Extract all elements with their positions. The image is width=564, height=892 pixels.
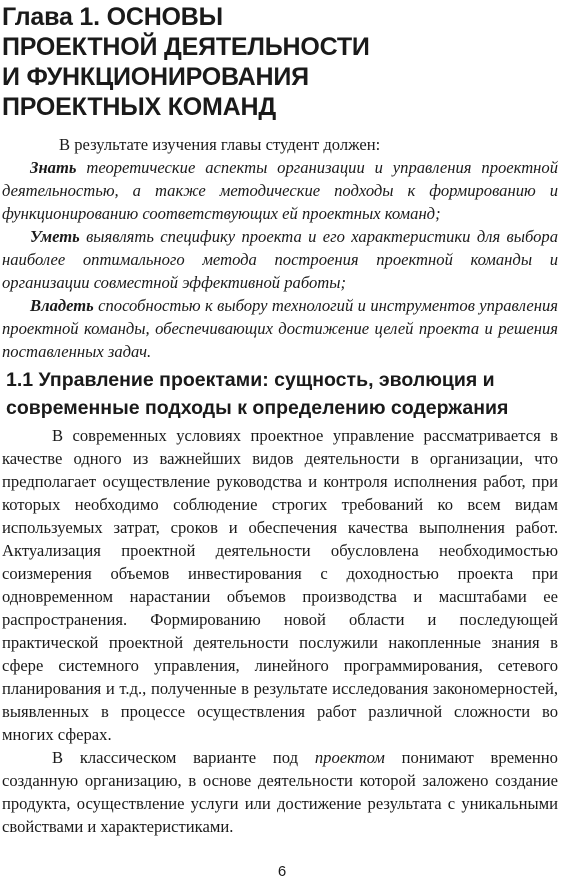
objective-master xyxy=(2,294,558,363)
section-title-line: 1.1 Управление проектами: сущность, эволюция и xyxy=(6,369,495,391)
section-title-line: современные подходы к определению содержания xyxy=(6,397,509,419)
emphasized-term: проектом xyxy=(314,748,385,767)
objective-term: Уметь xyxy=(30,227,80,246)
objective-text: выявлять специфику проекта и его характеристики для выбора наиболее оптимального метода построения проектной команды и организации совместной эффективной работы; xyxy=(2,227,558,292)
objective-know xyxy=(2,156,558,225)
section-body xyxy=(2,424,558,838)
body-paragraph xyxy=(2,746,558,838)
chapter-title-line: И ФУНКЦИОНИРОВАНИЯ xyxy=(2,63,309,91)
paragraph-text: понимают временно созданную организацию, в основе деятельности которой заложено создание продукта, осуществление услуги или достижение результата с уникальными свойствами и характеристиками. xyxy=(2,748,558,836)
objective-can xyxy=(2,225,558,294)
section-title xyxy=(6,366,562,422)
objective-text: способностью к выбору технологий и инструментов управления проектной команды, обеспечивающих достижение целей проекта и решения поставленных задач. xyxy=(2,296,558,361)
chapter-title xyxy=(2,2,562,122)
objective-term: Знать xyxy=(30,158,77,177)
objectives-lead: В результате изучения главы студент должен: xyxy=(59,135,381,154)
objective-term: Владеть xyxy=(30,296,94,315)
objective-text: теоретические аспекты организации и управления проектной деятельностью, а также методические подходы к формированию и функционированию соответствующих ей проектных команд; xyxy=(2,158,558,223)
page-number: 6 xyxy=(277,863,287,880)
chapter-title-line: Глава 1. ОСНОВЫ xyxy=(2,3,223,31)
chapter-title-line: ПРОЕКТНЫХ КОМАНД xyxy=(2,93,276,121)
paragraph-text: В классическом варианте под xyxy=(52,748,315,767)
chapter-title-line: ПРОЕКТНОЙ ДЕЯТЕЛЬНОСТИ xyxy=(2,33,370,61)
body-paragraph: В современных условиях проектное управление рассматривается в качестве одного из важнейших видов деятельности в организации, что предполагает осуществление руководства и контроля исполнения работ, при которых необходимо соблюдение строгих требований ко всем видам используемых затрат, сроков и обеспечения качества выполнения работ. Актуализация проектной деятельности обусловлена необходимостью соизмерения объемов инвестирования с доходностью проекта при одновременном нарастании объемов производства и масштабами ее распространения. Формированию новой области и последующей практической проектной деятельности послужили накопленные знания в сфере системного управления, линейного программирования, сетевого планирования и т.д., полученные в результате исследования закономерностей, выявленных в процессе осуществления работ различной сложности во многих сферах. xyxy=(2,426,558,744)
learning-objectives xyxy=(2,133,558,363)
